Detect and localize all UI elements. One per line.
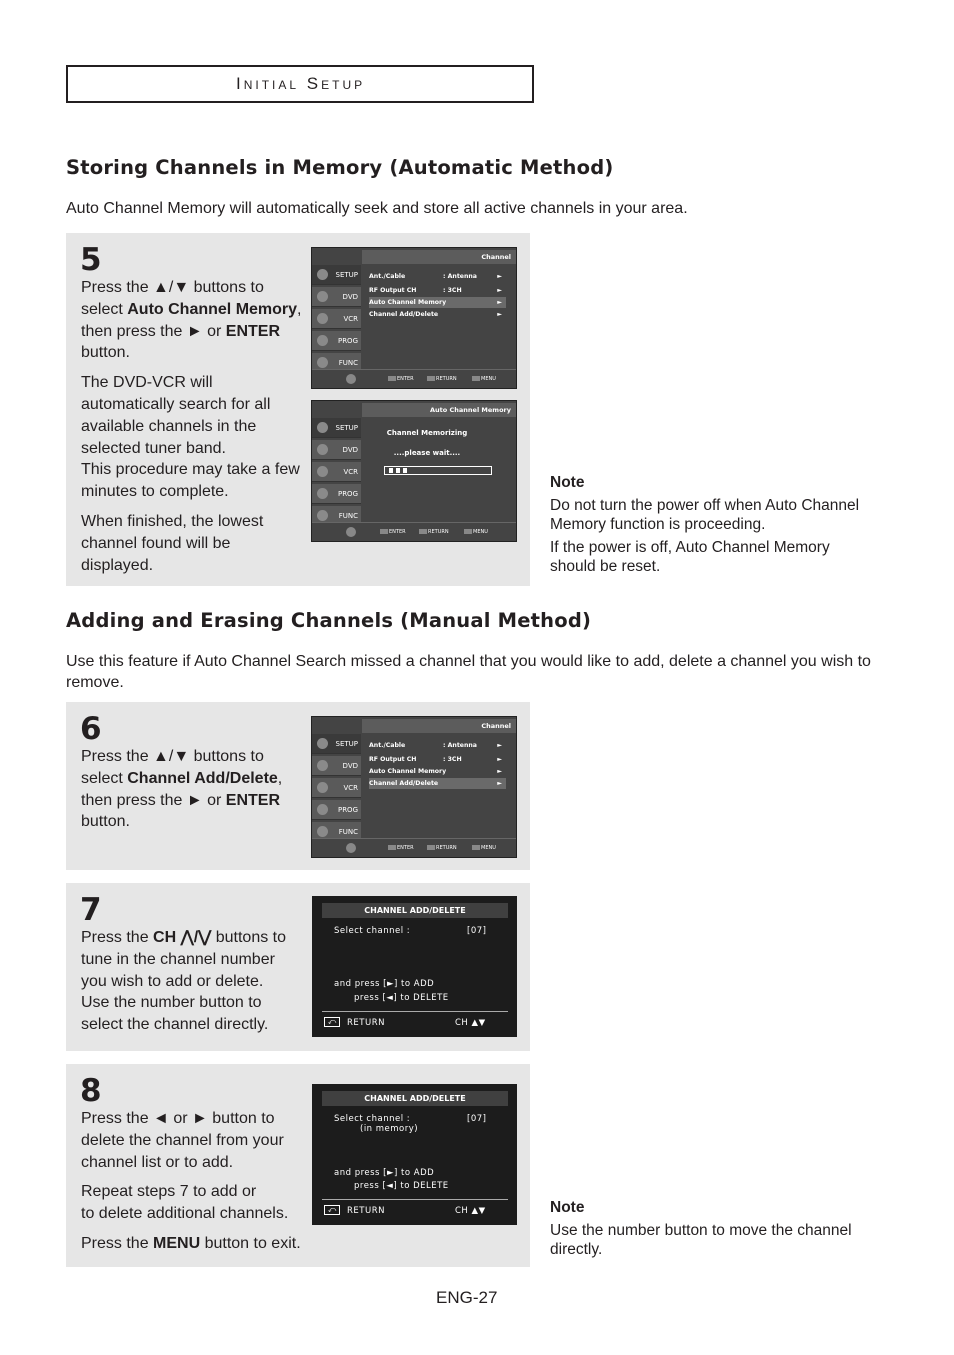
osd-row [369, 285, 506, 296]
step8-p1-line: channel list or to add. [81, 1153, 234, 1171]
osd-row-label: RF Output CH [369, 287, 417, 294]
step7-line: Use the number button to [81, 994, 262, 1012]
step5-text [81, 277, 311, 584]
step5-line3a: then press the ► or [81, 322, 226, 340]
osd-side-vcr: VCR [312, 309, 361, 329]
step5-p2-line: The DVD-VCR will [81, 374, 213, 392]
osd-side-menu [312, 248, 361, 370]
osd-title: Channel [362, 250, 516, 264]
cad-title: CHANNEL ADD/DELETE [322, 903, 508, 918]
cad-title: CHANNEL ADD/DELETE [322, 1091, 508, 1106]
step6-line2a: select [81, 769, 128, 787]
osd-row-label: RF Output CH [369, 756, 417, 763]
cad-divider [322, 1011, 508, 1012]
step8-p3a: Press the [81, 1234, 154, 1252]
arrow-right-icon: ► [497, 780, 502, 787]
osd-please-wait-text: ....please wait.... [393, 449, 461, 457]
step8-p1-line: delete the channel from your [81, 1131, 284, 1149]
osd-row-label: Auto Channel Memory [369, 768, 447, 775]
cad-select-label: Select channel : [334, 926, 411, 936]
osd-row-highlighted [369, 297, 506, 308]
osd-row [369, 271, 506, 282]
osd-row [369, 740, 506, 751]
step6-line3b: ENTER [225, 791, 281, 809]
step6-text [81, 746, 311, 841]
osd-row-value: : 3CH [443, 287, 462, 294]
osd-bottom-bar [312, 522, 516, 541]
osd-side-prog: PROG [312, 331, 361, 351]
note-1 [550, 473, 860, 580]
osd-menu-label: MENU [472, 845, 496, 851]
channel-add-delete-screen-2 [312, 1084, 517, 1225]
osd-side-vcr: VCR [312, 462, 361, 482]
osd-memorizing-text: Channel Memorizing [386, 429, 468, 437]
osd-row-label: Auto Channel Memory [369, 299, 447, 306]
cad-channel-value: [07] [467, 1114, 487, 1124]
osd-row-label: Ant./Cable [369, 273, 406, 280]
cad-add-text: and press [►] to ADD [334, 1168, 435, 1178]
step5-line2b: Auto Channel Memory [127, 300, 298, 318]
osd-side-dvd: DVD [312, 440, 361, 460]
step7-line1a: Press the [81, 929, 154, 946]
joystick-icon [346, 374, 356, 384]
osd-row-label: Channel Add/Delete [369, 780, 439, 787]
channel-add-delete-screen-1 [312, 896, 517, 1037]
note-2-title: Note [550, 1199, 585, 1216]
step8-p3b: MENU [153, 1234, 201, 1252]
arrow-right-icon: ► [497, 273, 502, 280]
step5-line4: button. [81, 344, 130, 362]
osd-menu-label: MENU [472, 376, 496, 382]
osd-side-menu [312, 401, 361, 523]
osd-side-prog: PROG [312, 484, 361, 504]
return-icon: ⤺ [324, 1017, 340, 1027]
osd-side-setup: SETUP [312, 265, 361, 285]
osd-bottom-bar [312, 838, 516, 857]
osd-channel-menu-1 [311, 247, 517, 389]
note-1-p2: If the power is off, Auto Channel Memory should be reset. [550, 539, 830, 575]
cad-ch-label: CH ▲▼ [455, 1018, 486, 1028]
step7-line1b: CH ⋀/⋁ [153, 929, 212, 946]
osd-side-dvd: DVD [312, 287, 361, 307]
osd-enter-label: ENTER [380, 529, 406, 535]
osd-row [369, 766, 506, 777]
step7-line: select the channel directly. [81, 1016, 269, 1034]
step5-p2-line: selected tuner band. [81, 439, 226, 457]
osd-return-label: RETURN [427, 845, 457, 851]
cad-add-text: and press [►] to ADD [334, 979, 435, 989]
osd-bottom-bar [312, 369, 516, 388]
note-2-p1: Use the number button to move the channel directly. [550, 1222, 852, 1258]
osd-enter-label: ENTER [388, 376, 414, 382]
note-2 [550, 1198, 860, 1263]
joystick-icon [346, 843, 356, 853]
section2-intro: Use this feature if Auto Channel Search missed a channel that you would like to add, delete a channel you wish to remove. [66, 653, 871, 691]
osd-row-value: : Antenna [443, 273, 477, 280]
note-1-p1: Do not turn the power off when Auto Channel Memory function is proceeding. [550, 497, 860, 533]
cad-ch-label: CH ▲▼ [455, 1206, 486, 1216]
osd-row [369, 754, 506, 765]
cad-delete-text: press [◄] to DELETE [354, 1181, 449, 1191]
step5-p2-line: This procedure may take a few [81, 461, 300, 479]
osd-row-value: : 3CH [443, 756, 462, 763]
step5-p2-line: automatically search for all [81, 395, 271, 413]
cad-in-memory: (in memory) [360, 1124, 419, 1134]
step6-line1: Press the ▲/▼ buttons to [81, 748, 264, 765]
osd-side-vcr: VCR [312, 778, 361, 798]
step5-line2a: select [81, 300, 128, 318]
cad-channel-value: [07] [467, 926, 487, 936]
osd-row-value: : Antenna [443, 742, 477, 749]
joystick-icon [346, 527, 356, 537]
osd-row-label: Ant./Cable [369, 742, 406, 749]
step6-line3a: then press the ► or [81, 791, 226, 809]
step5-p3-line: channel found will be [81, 534, 231, 552]
step5-p2-line: available channels in the [81, 417, 257, 435]
note-1-title: Note [550, 474, 585, 491]
section-header-title: Initial Setup [236, 74, 366, 93]
osd-channel-menu-2 [311, 716, 517, 858]
step5-number: 5 [80, 242, 102, 278]
step6-line2b: Channel Add/Delete [127, 769, 278, 787]
step5-line3b: ENTER [225, 322, 281, 340]
step7-line: tune in the channel number [81, 950, 275, 968]
osd-auto-channel-memory [311, 400, 517, 542]
cad-delete-text: press [◄] to DELETE [354, 993, 449, 1003]
progress-bar [384, 466, 492, 475]
step7-line: you wish to add or delete. [81, 972, 264, 990]
osd-side-prog: PROG [312, 800, 361, 820]
step8-p3c: button to exit. [200, 1234, 301, 1252]
osd-title: Auto Channel Memory [362, 403, 516, 417]
osd-row [369, 309, 506, 320]
step5-line1: Press the ▲/▼ buttons to [81, 279, 264, 296]
step5-p3-line: When finished, the lowest [81, 512, 264, 530]
step8-p2-line: to delete additional channels. [81, 1205, 289, 1223]
step8-text [81, 1108, 311, 1263]
return-icon: ⤺ [324, 1205, 340, 1215]
arrow-right-icon: ► [497, 287, 502, 294]
step8-p2-line: Repeat steps 7 to add or [81, 1183, 257, 1201]
section2-title: Adding and Erasing Channels (Manual Method) [66, 609, 592, 632]
step7-text [81, 927, 311, 1044]
section1-title: Storing Channels in Memory (Automatic Method) [66, 156, 614, 179]
step7-line1c: buttons to [211, 929, 286, 946]
step8-p1-line: Press the ◄ or ► button to [81, 1110, 275, 1127]
osd-return-label: RETURN [427, 376, 457, 382]
osd-side-func: FUNC [312, 822, 361, 839]
step5-p3-line: displayed. [81, 556, 154, 574]
osd-title: Channel [362, 719, 516, 733]
section-header-box [66, 65, 534, 103]
step6-line4: button. [81, 813, 130, 831]
arrow-right-icon: ► [497, 742, 502, 749]
arrow-right-icon: ► [497, 756, 502, 763]
osd-return-label: RETURN [419, 529, 449, 535]
osd-side-menu [312, 717, 361, 839]
osd-side-setup: SETUP [312, 418, 361, 438]
step6-number: 6 [80, 711, 102, 747]
cad-return-label: RETURN [347, 1206, 385, 1216]
osd-side-func: FUNC [312, 506, 361, 523]
step6-line2c: , [277, 769, 283, 787]
step7-number: 7 [80, 892, 102, 928]
arrow-right-icon: ► [497, 311, 502, 318]
step5-p2-line: minutes to complete. [81, 483, 229, 501]
osd-side-dvd: DVD [312, 756, 361, 776]
osd-side-func: FUNC [312, 353, 361, 370]
osd-menu-label: MENU [464, 529, 488, 535]
step8-number: 8 [80, 1073, 102, 1109]
arrow-right-icon: ► [497, 299, 502, 306]
cad-divider [322, 1199, 508, 1200]
cad-return-label: RETURN [347, 1018, 385, 1028]
osd-row-highlighted [369, 778, 506, 789]
section1-intro: Auto Channel Memory will automatically seek and store all active channels in your area. [66, 200, 688, 217]
arrow-right-icon: ► [497, 768, 502, 775]
osd-side-setup: SETUP [312, 734, 361, 754]
cad-select-label: Select channel : [334, 1114, 411, 1124]
osd-row-label: Channel Add/Delete [369, 311, 439, 318]
osd-enter-label: ENTER [388, 845, 414, 851]
page-number: ENG-27 [436, 1288, 498, 1307]
step5-line2c: , [297, 300, 302, 318]
